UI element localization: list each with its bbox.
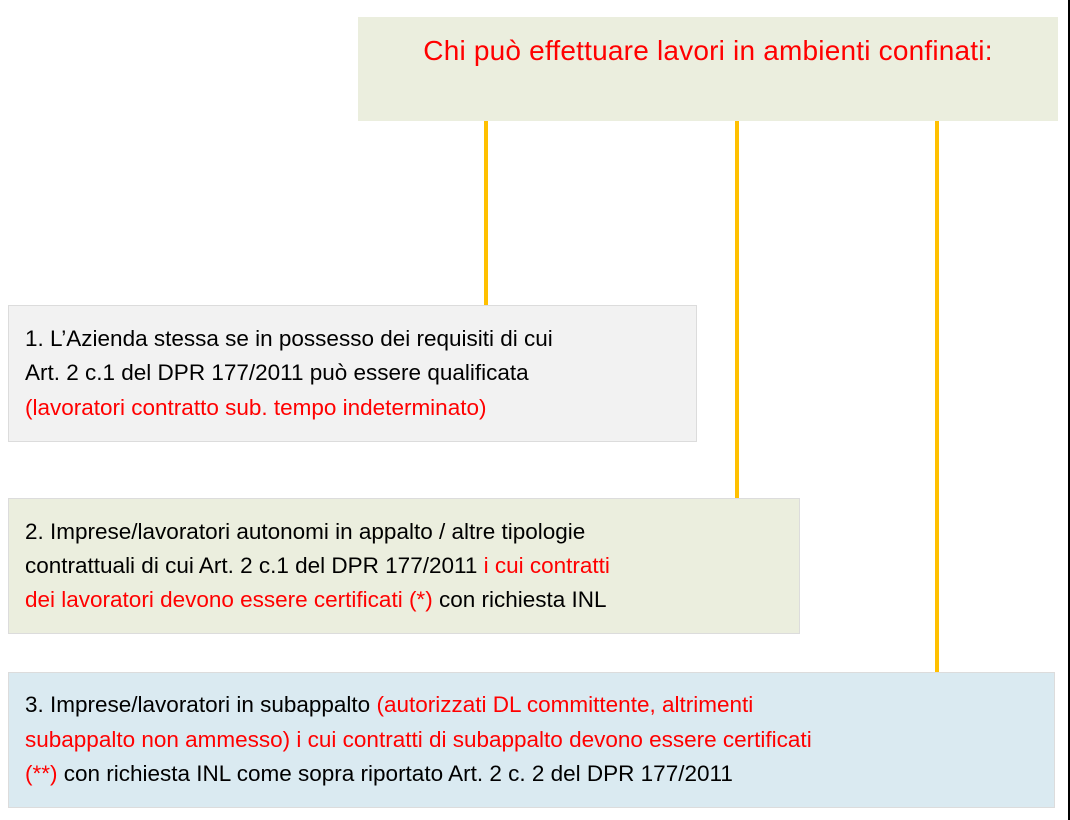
item-1-line-3-highlight: (lavoratori contratto sub. tempo indeterminato): [25, 394, 487, 420]
item-3-line-1-highlight: (autorizzati DL committente, altrimenti: [376, 691, 754, 717]
connector-to-item-1-line: [484, 105, 488, 310]
item-2-line-2: contrattuali di cui Art. 2 c.1 del DPR 177/2011: [25, 552, 484, 578]
item-2-line-2-highlight: i cui contratti: [483, 552, 610, 578]
item-2-line-3: con richiesta INL: [438, 587, 607, 613]
page-title: Chi può effettuare lavori in ambienti confinati:: [423, 35, 993, 66]
header-banner: [358, 17, 1058, 121]
item-2-line-1: 2. Imprese/lavoratori autonomi in appalto / altre tipologie: [25, 518, 586, 544]
connector-to-item-3-line: [935, 105, 939, 675]
item-card-1: [8, 305, 697, 442]
item-card-2: [8, 498, 800, 634]
item-card-3-text: [9, 688, 828, 793]
item-1-line-2: Art. 2 c.1 del DPR 177/2011 può essere qualificata: [25, 360, 529, 386]
item-card-3: [8, 672, 1055, 808]
item-3-line-3-highlight: (**): [25, 761, 64, 787]
item-3-line-1: 3. Imprese/lavoratori in subappalto: [25, 691, 377, 717]
item-3-line-2-highlight: subappalto non ammesso) i cui contratti di subappalto devono essere certificati: [25, 726, 812, 752]
item-3-line-3: con richiesta INL come sopra riportato Art. 2 c. 2 del DPR 177/2011: [63, 761, 733, 787]
item-card-1-text: [9, 322, 569, 425]
item-2-line-3-highlight: dei lavoratori devono essere certificati (*): [25, 587, 439, 613]
connector-to-item-2-line: [735, 105, 739, 503]
item-card-2-text: [9, 515, 626, 618]
item-1-line-1: 1. L’Azienda stessa se in possesso dei requisiti di cui: [25, 326, 553, 352]
